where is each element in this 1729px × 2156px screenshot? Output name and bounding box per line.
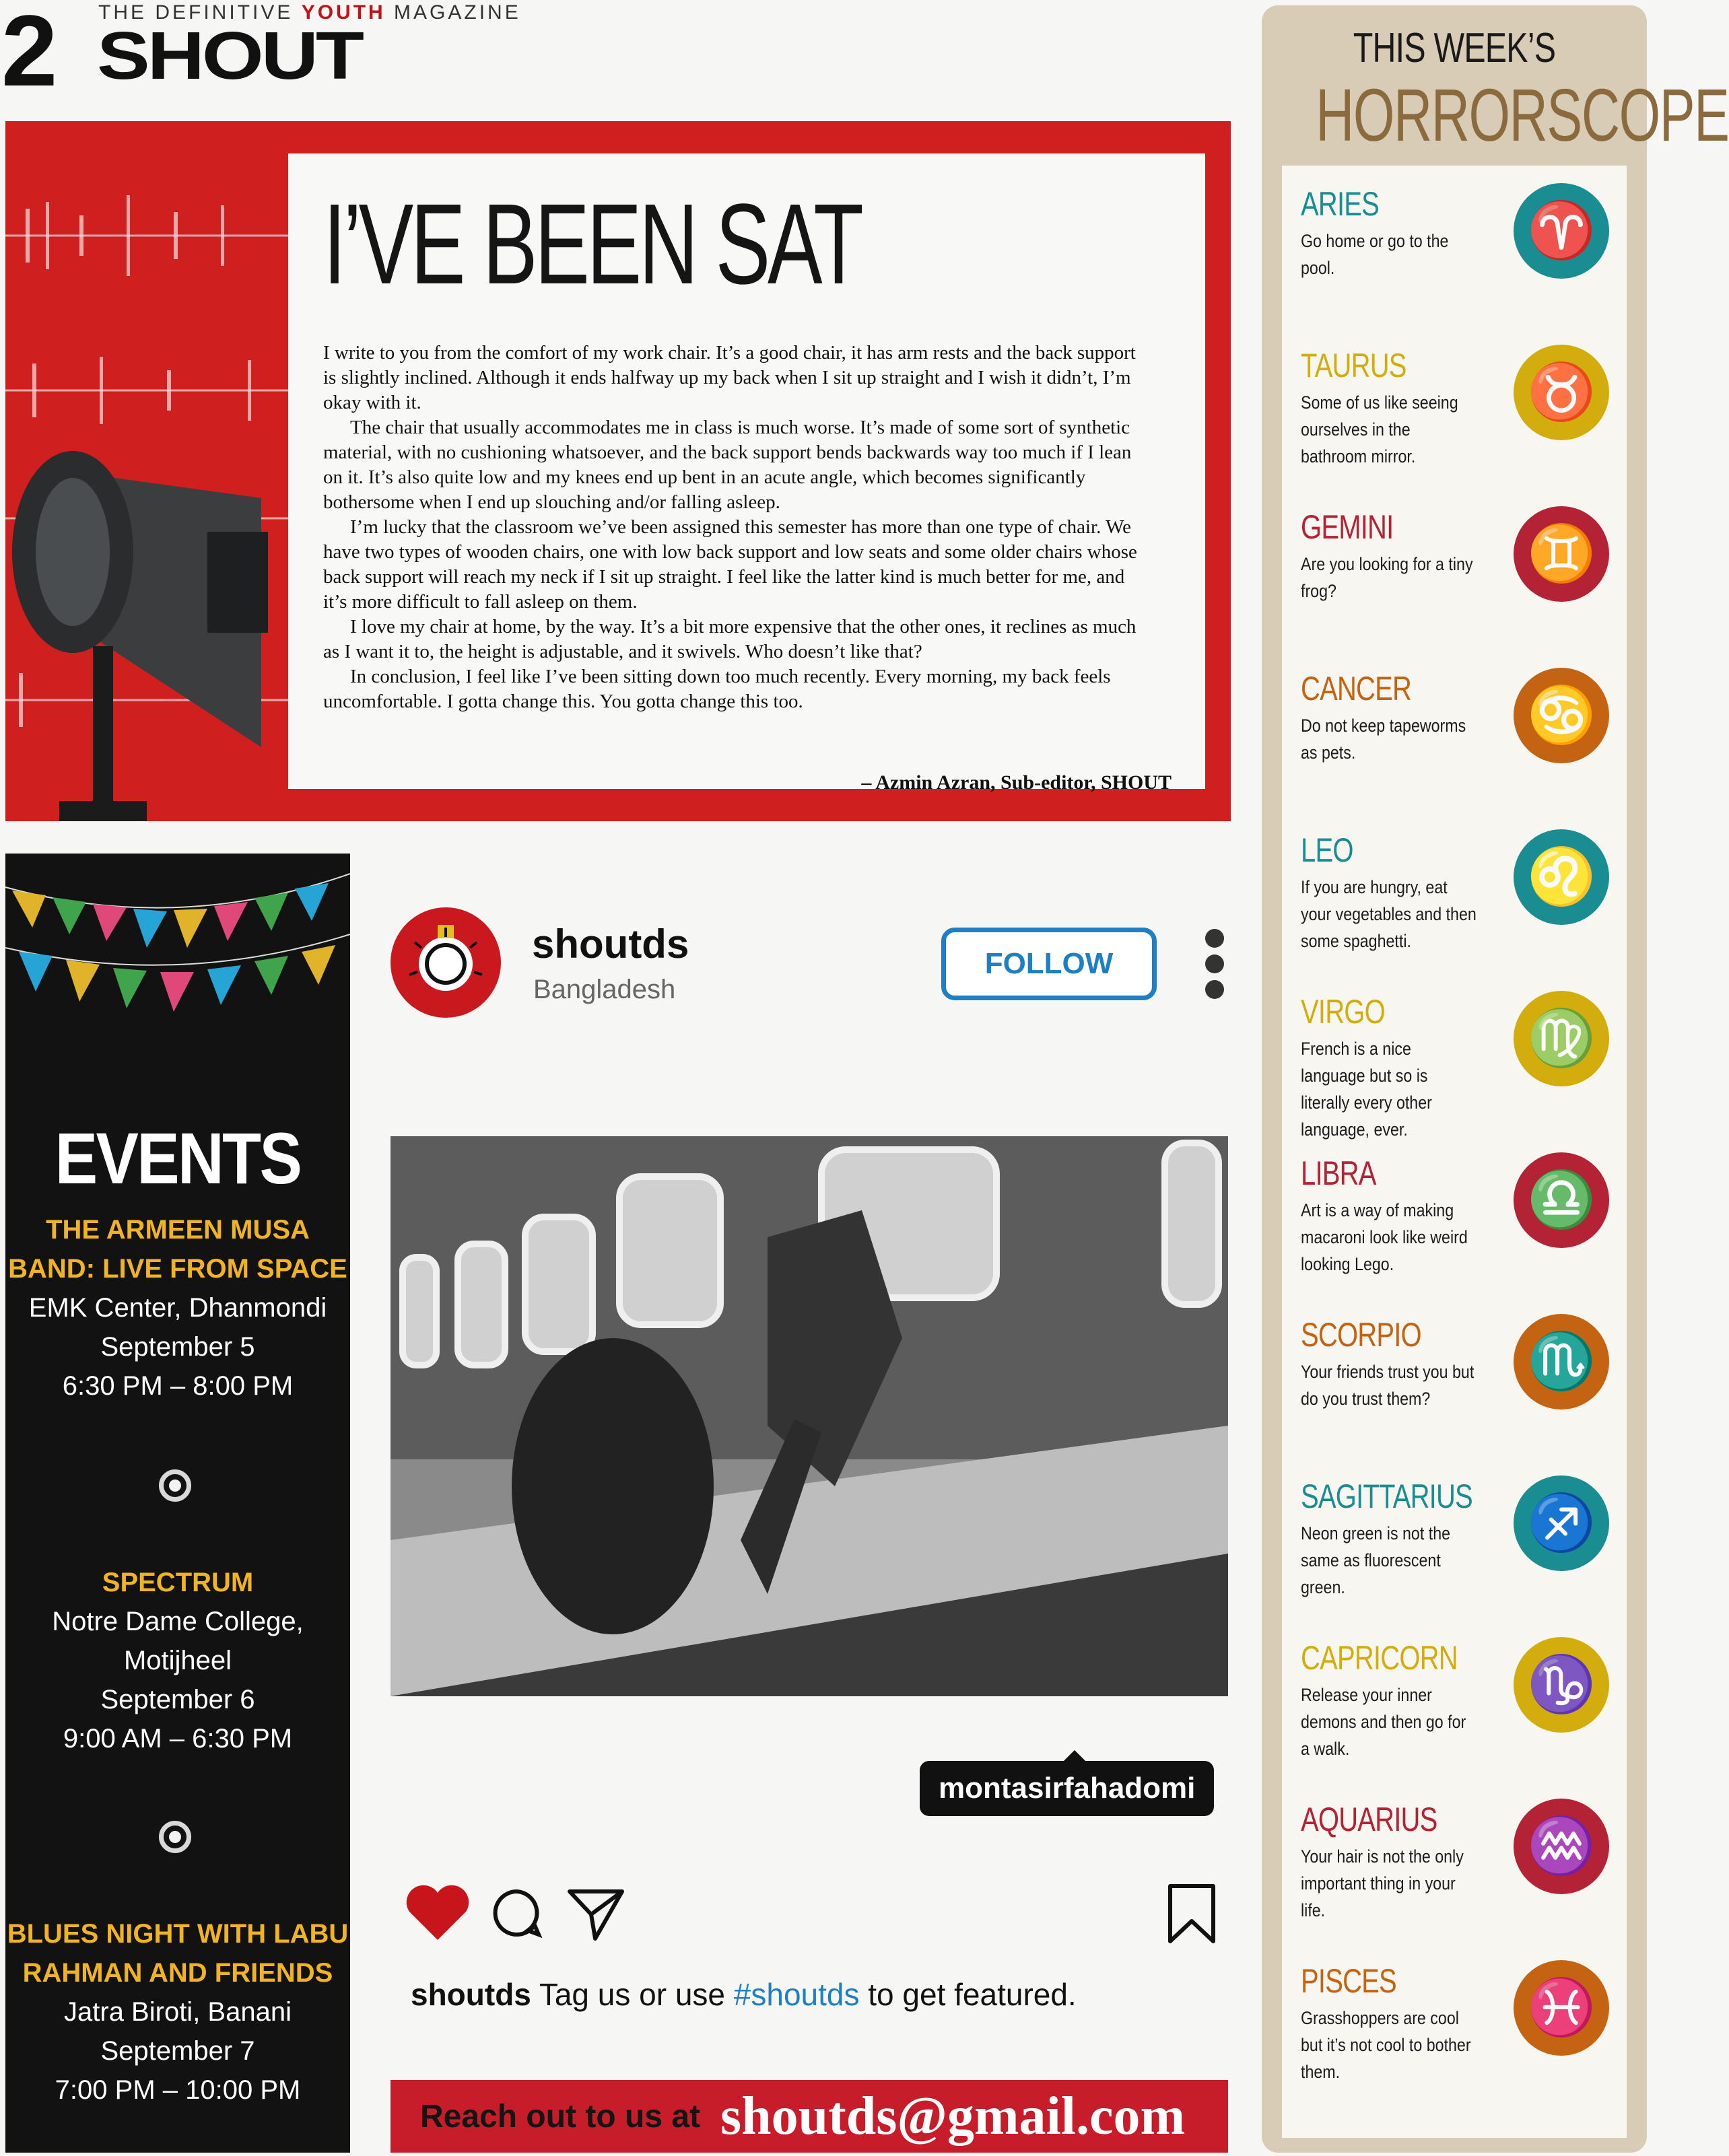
sign-name: PISCES xyxy=(1301,1962,1396,2000)
sign-text: Your hair is not the only important thing in your life. xyxy=(1301,1846,1464,1920)
maiden-icon: ♍ xyxy=(1514,991,1609,1086)
twins-icon: ♊ xyxy=(1514,506,1609,602)
follow-button[interactable]: FOLLOW xyxy=(941,928,1157,1000)
event-separator-dot xyxy=(159,1469,191,1502)
contact-email[interactable]: shoutds@gmail.com xyxy=(720,2086,1186,2146)
horoscope-sign-pisces xyxy=(1282,1943,1627,2104)
event-separator-dot xyxy=(159,1821,191,1853)
editorial-paragraph: I love my chair at home, by the way. It’s a bit more expensive that the other ones, it reclines as much as I want it to, the height is adjustable, and it swivels. Who doesn’t like that? xyxy=(323,616,1137,662)
sign-text: Do not keep tapeworms as pets. xyxy=(1301,716,1466,763)
sign-text: Release your inner demons and then go for a walk. xyxy=(1301,1685,1466,1759)
heart-icon[interactable] xyxy=(404,1883,471,1944)
events-panel xyxy=(5,854,350,2153)
horoscope-sign-aquarius xyxy=(1282,1781,1627,1943)
post-location[interactable]: Bangladesh xyxy=(533,975,676,1004)
horoscope-sign-gemini xyxy=(1282,489,1627,650)
event-name: RAHMAN AND FRIENDS xyxy=(22,1958,333,1988)
horoscope-title: HORRORSCOPE xyxy=(1316,74,1729,157)
caption-hashtag[interactable]: #shoutds xyxy=(733,1977,860,2012)
shout-logo: SHOUT xyxy=(97,18,362,94)
bunting-decoration xyxy=(5,854,350,1055)
more-icon[interactable] xyxy=(1205,929,1225,1003)
event-date: September 7 xyxy=(100,2036,255,2066)
editorial-paragraph: I write to you from the comfort of my work chair. It’s a good chair, it has arm rests and the back support is slightly inclined. Although it ends halfway up my back when I sit up straight and I wish it didn’t, I’m okay with it. xyxy=(323,342,1136,413)
horoscope-panel xyxy=(1262,5,1729,2153)
lion-icon: ♌ xyxy=(1514,829,1609,925)
contact-label: Reach out to us at xyxy=(420,2098,701,2134)
sign-text: Grasshoppers are cool but it’s not cool to bother them. xyxy=(1301,2008,1471,2082)
sign-text: Your friends trust you but do you trust them? xyxy=(1301,1362,1474,1409)
events-title: EVENTS xyxy=(55,1117,301,1199)
editorial-section xyxy=(5,121,1231,821)
editorial-text-box xyxy=(288,153,1205,794)
scales-icon: ♎ xyxy=(1514,1152,1609,1248)
crab-icon: ♋ xyxy=(1514,668,1609,763)
sign-text: Neon green is not the same as fluorescent green. xyxy=(1301,1523,1451,1597)
instagram-post xyxy=(364,854,1246,2156)
horoscope-sign-virgo xyxy=(1282,973,1627,1140)
magazine-tagline: THE DEFINITIVE YOUTH MAGAZINE xyxy=(98,1,521,24)
editorial-paragraph: The chair that usually accommodates me in class is much worse. It’s made of some sort of synthetic material, with no cushioning whatsoever, and the back support bends backwards way too much if I lean on it. It’s also quite low and my knees end up bent in an acute angle, which becomes significantly bothersome when I end up slouching and/or falling asleep. xyxy=(323,417,1132,513)
event-name: BLUES NIGHT WITH LABU xyxy=(7,1919,349,1949)
lightbulb-logo-icon xyxy=(391,907,501,1018)
event-name: BAND: LIVE FROM SPACE xyxy=(8,1254,347,1284)
scorpion-icon: ♏ xyxy=(1514,1314,1609,1410)
event-name: SPECTRUM xyxy=(102,1568,254,1597)
post-actions-bar xyxy=(404,1877,1219,1951)
sign-name: CAPRICORN xyxy=(1301,1639,1458,1677)
comment-icon[interactable] xyxy=(490,1886,544,1940)
post-photo[interactable] xyxy=(391,1136,1228,1696)
sign-text: Some of us like seeing ourselves in the bathroom mirror. xyxy=(1301,392,1458,466)
event-name: THE ARMEEN MUSA xyxy=(46,1215,310,1245)
sign-name: SCORPIO xyxy=(1301,1316,1421,1354)
event-time: 9:00 AM – 6:30 PM xyxy=(63,1724,293,1753)
bookmark-icon[interactable] xyxy=(1165,1882,1219,1947)
horoscope-sign-aries xyxy=(1282,166,1627,327)
archer-icon: ♐ xyxy=(1514,1475,1609,1571)
caption-username[interactable]: shoutds xyxy=(411,1977,531,2012)
sign-text: Go home or go to the pool. xyxy=(1301,231,1449,278)
sign-text: Are you looking for a tiny frog? xyxy=(1301,554,1473,601)
editorial-body xyxy=(323,341,1153,714)
event-date: September 5 xyxy=(100,1332,255,1362)
bull-icon: ♉ xyxy=(1514,345,1609,440)
ram-icon: ♈ xyxy=(1514,183,1609,279)
sign-text: Art is a way of making macaroni look like weird looking Lego. xyxy=(1301,1200,1468,1274)
fish-icon: ♓ xyxy=(1514,1960,1609,2056)
sign-name: VIRGO xyxy=(1301,993,1385,1031)
goat-icon: ♑ xyxy=(1514,1637,1609,1733)
editorial-title: I’VE BEEN SAT xyxy=(323,180,861,308)
sign-name: TAURUS xyxy=(1301,347,1406,384)
event-venue: Notre Dame College, xyxy=(52,1607,304,1636)
sign-text: If you are hungry, eat your vegetables and then some spaghetti. xyxy=(1301,877,1477,951)
editorial-signature: – Azmin Azran, Sub-editor, SHOUT xyxy=(861,771,1172,794)
sign-text: French is a nice language but so is literally every other language, ever. xyxy=(1301,1039,1432,1140)
sign-name: ARIES xyxy=(1301,185,1380,223)
horoscope-sign-scorpio xyxy=(1282,1296,1627,1458)
share-icon[interactable] xyxy=(566,1883,626,1944)
horoscope-list xyxy=(1282,166,1627,2138)
event-item xyxy=(5,1563,350,1758)
horoscope-sign-capricorn xyxy=(1282,1620,1627,1781)
horoscope-sign-libra xyxy=(1282,1135,1627,1296)
post-username[interactable]: shoutds xyxy=(532,921,689,967)
sign-name: LEO xyxy=(1301,831,1353,869)
event-venue: Jatra Biroti, Banani xyxy=(64,1997,292,2027)
photo-tag[interactable]: montasirfahadomi xyxy=(920,1761,1214,1816)
sign-name: AQUARIUS xyxy=(1301,1801,1437,1838)
horoscope-subtitle: THIS WEEK’S xyxy=(1353,25,1556,71)
sign-name: LIBRA xyxy=(1301,1154,1376,1192)
event-item xyxy=(5,1914,350,2110)
event-time: 7:00 PM – 10:00 PM xyxy=(55,2075,301,2105)
event-item xyxy=(5,1210,350,1405)
horoscope-sign-leo xyxy=(1282,812,1627,973)
sign-name: CANCER xyxy=(1301,670,1412,707)
event-date: September 6 xyxy=(100,1685,255,1714)
sign-name: SAGITTARIUS xyxy=(1301,1477,1472,1515)
contact-banner xyxy=(391,2080,1228,2153)
megaphone-illustration xyxy=(5,121,288,821)
horoscope-sign-cancer xyxy=(1282,650,1627,812)
editorial-paragraph: In conclusion, I feel like I’ve been sitting down too much recently. Every morning, my back feels uncomfortable. I gotta change this. You gotta change this too. xyxy=(323,666,1111,712)
page-number: 2 xyxy=(1,0,58,107)
event-time: 6:30 PM – 8:00 PM xyxy=(62,1371,294,1401)
horoscope-sign-sagittarius xyxy=(1282,1458,1627,1620)
avatar[interactable] xyxy=(391,907,501,1018)
water-bearer-icon: ♒ xyxy=(1514,1799,1609,1894)
horoscope-sign-taurus xyxy=(1282,327,1627,489)
post-caption: shoutds Tag us or use #shoutds to get featured. xyxy=(411,1977,1077,2012)
editorial-paragraph: I’m lucky that the classroom we’ve been assigned this semester has more than one type of chair. We have two types of wooden chairs, one with low back support and low seats and some older chairs whose back support will reach my neck if I sit up straight. I feel like the latter kind is much better for me, and it’s more difficult to fall asleep on them. xyxy=(323,516,1137,613)
event-venue: EMK Center, Dhanmondi xyxy=(28,1293,327,1323)
sign-name: GEMINI xyxy=(1301,508,1394,546)
event-venue: Motijheel xyxy=(123,1646,232,1675)
